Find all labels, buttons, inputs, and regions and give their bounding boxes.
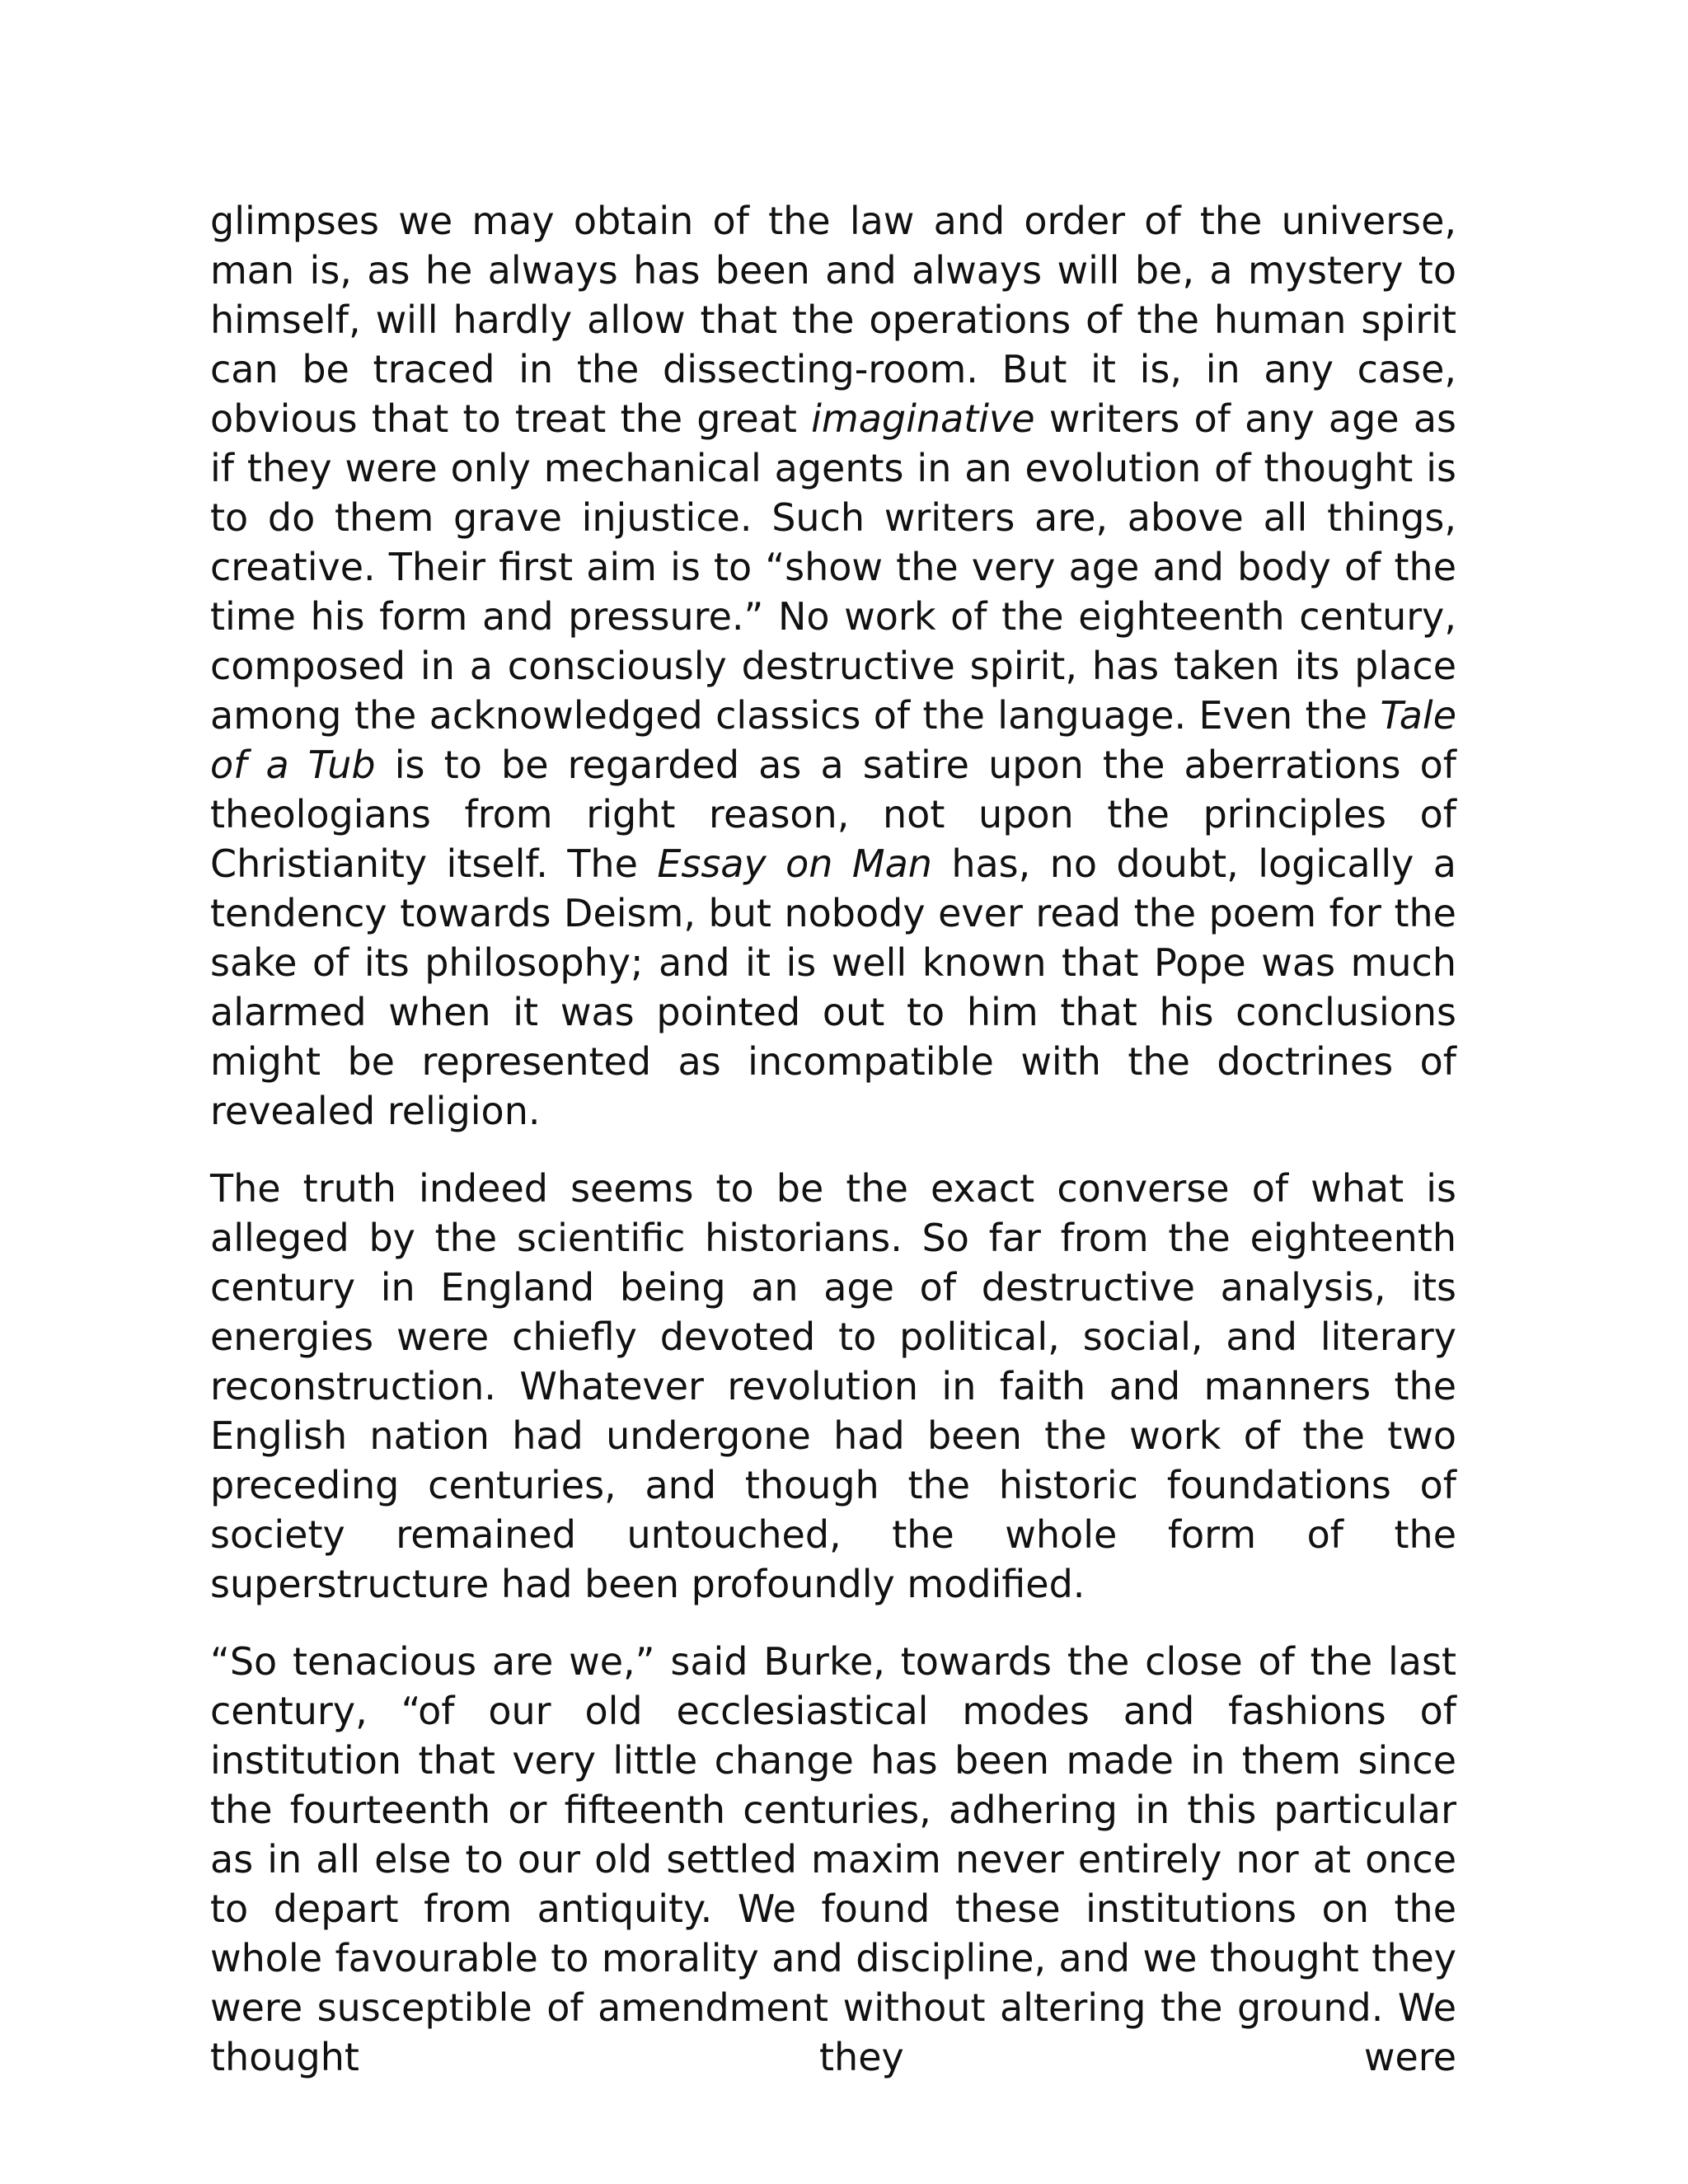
italic-run: Tale of a Tub	[210, 693, 1456, 787]
italic-run: Essay on Man	[657, 841, 932, 886]
body-text	[210, 196, 1456, 2082]
text-run: has, no doubt, logically a tendency towards Deism, but nobody ever read the poem for the sake of its philosophy; and it is well known that Pope was much alarmed when it was pointed out to him that his conclusions might be represented as incompatible with the doctrines of revealed religion.	[210, 841, 1456, 1133]
text-run: glimpses we may obtain of the law and order of the universe, man is, as he always has been and always will be, a mystery to himself, will hardly allow that the operations of the human spirit can be traced in the dissecting-room. But it is, in any case, obvious that to treat the great	[210, 199, 1456, 441]
text-run: writers of any age as if they were only mechanical agents in an evolution of thought is to do them grave injustice. Such writers are, above all things, creative. Their first aim is to “show the very age and body of the time his form and pressure.” No work of the eighteenth century, composed in a consciously destructive spirit, has taken its place among the acknowledged classics of the language. Even the	[210, 396, 1456, 738]
paragraph-1	[210, 196, 1456, 1136]
paragraph-3	[210, 1637, 1456, 2082]
text-run: The truth indeed seems to be the exact converse of what is alleged by the scientific historians. So far from the eighteenth century in England being an age of destructive analysis, its energies were chiefly devoted to political, social, and literary reconstruction. Whatever revolution in faith and manners the English nation had undergone had been the work of the two preceding centuries, and though the historic foundations of society remained untouched, the whole form of the superstructure had been profoundly modified.	[210, 1166, 1456, 1606]
italic-run: imaginative	[811, 396, 1035, 441]
text-run: is to be regarded as a satire upon the aberrations of theologians from right reason, not upon the principles of Christianity itself. The	[210, 743, 1456, 886]
paragraph-2	[210, 1164, 1456, 1609]
text-run: “So tenacious are we,” said Burke, towards the close of the last century, “of our old ecclesiastical modes and fashions of institution that very little change has been made in them since the fourteenth or fifteenth centuries, adhering in this particular as in all else to our old settled maxim never entirely nor at once to depart from antiquity. We found these institutions on the whole favourable to morality and discipline, and we thought they were susceptible of amendment without altering the ground. We thought they were	[210, 1639, 1456, 2079]
